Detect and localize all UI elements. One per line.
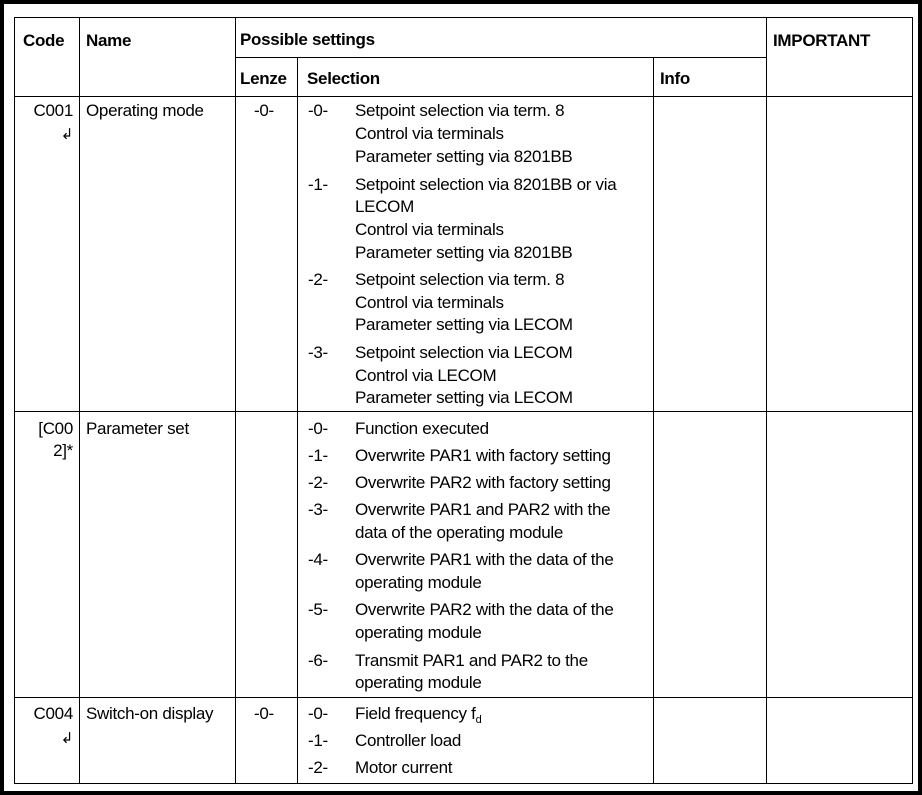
option-number: -1- bbox=[308, 175, 328, 194]
name-cell: Operating mode bbox=[86, 101, 204, 120]
option-number: -0- bbox=[308, 101, 328, 120]
option-text: data of the operating module bbox=[355, 523, 564, 542]
option-number: -3- bbox=[308, 500, 328, 519]
header-info: Info bbox=[660, 69, 690, 88]
col-divider-info bbox=[766, 17, 767, 784]
code-cell: C004 bbox=[33, 704, 73, 723]
lenze-cell: -0- bbox=[254, 704, 274, 723]
option-text: Setpoint selection via LECOM bbox=[355, 343, 573, 362]
table-right-border bbox=[912, 17, 913, 784]
option-text: Overwrite PAR2 with the data of the bbox=[355, 600, 614, 619]
option-number: -1- bbox=[308, 446, 328, 465]
enter-icon: ↲ bbox=[60, 730, 73, 747]
subscript: d bbox=[475, 714, 482, 726]
option-text: Parameter setting via 8201BB bbox=[355, 147, 573, 166]
col-divider-name bbox=[235, 17, 236, 784]
header-important: IMPORTANT bbox=[773, 31, 871, 50]
col-divider-lenze bbox=[297, 57, 298, 784]
option-text: Motor current bbox=[355, 758, 453, 777]
row-divider-2 bbox=[14, 697, 913, 698]
header-code: Code bbox=[23, 31, 65, 50]
option-text: Setpoint selection via term. 8 bbox=[355, 101, 565, 120]
table-top-border bbox=[14, 17, 913, 18]
option-text: Overwrite PAR1 with factory setting bbox=[355, 446, 611, 465]
col-divider-code bbox=[79, 17, 80, 784]
option-text: Overwrite PAR1 with the data of the bbox=[355, 550, 614, 569]
row-divider-1 bbox=[14, 411, 913, 412]
option-number: -1- bbox=[308, 731, 328, 750]
option-text: Field frequency $f_d$ bbox=[355, 704, 482, 726]
option-number: -5- bbox=[308, 600, 328, 619]
option-number: -4- bbox=[308, 550, 328, 569]
option-text: Parameter setting via LECOM bbox=[355, 388, 573, 407]
enter-icon: ↲ bbox=[60, 126, 73, 143]
option-number: -0- bbox=[308, 704, 328, 723]
option-number: -2- bbox=[308, 758, 328, 777]
option-text: Control via LECOM bbox=[355, 366, 497, 385]
option-text: Control via terminals bbox=[355, 293, 504, 312]
header-name: Name bbox=[86, 31, 132, 50]
option-text: Parameter setting via LECOM bbox=[355, 315, 573, 334]
option-text: Controller load bbox=[355, 731, 462, 750]
option-text: Setpoint selection via term. 8 bbox=[355, 270, 565, 289]
option-number: -0- bbox=[308, 419, 328, 438]
parameter-table bbox=[14, 17, 913, 785]
header-selection: Selection bbox=[307, 69, 380, 88]
header-possible-settings: Possible settings bbox=[240, 30, 375, 49]
option-text: Transmit PAR1 and PAR2 to the bbox=[355, 651, 588, 670]
option-text: operating module bbox=[355, 573, 482, 592]
header-lenze: Lenze bbox=[240, 69, 287, 88]
option-text: Overwrite PAR2 with factory setting bbox=[355, 473, 611, 492]
col-divider-selection bbox=[653, 57, 654, 784]
table-bottom-border bbox=[14, 783, 913, 784]
option-text: operating module bbox=[355, 673, 482, 692]
option-text: LECOM bbox=[355, 197, 414, 216]
option-text: Function executed bbox=[355, 419, 489, 438]
name-cell: Switch-on display bbox=[86, 704, 214, 723]
option-text: Parameter setting via 8201BB bbox=[355, 243, 573, 262]
header-bottom-border bbox=[14, 96, 913, 97]
header-subdivider bbox=[235, 57, 766, 58]
option-number: -3- bbox=[308, 343, 328, 362]
code-cell: C001 bbox=[33, 101, 73, 120]
table-left-border bbox=[14, 17, 15, 784]
document-page bbox=[4, 4, 918, 791]
option-text: Control via terminals bbox=[355, 124, 504, 143]
code-cell: [C00 bbox=[38, 419, 73, 438]
option-text: Control via terminals bbox=[355, 220, 504, 239]
name-cell: Parameter set bbox=[86, 419, 189, 438]
code-cell: 2]* bbox=[53, 441, 73, 460]
option-text: Overwrite PAR1 and PAR2 with the bbox=[355, 500, 611, 519]
option-text: Setpoint selection via 8201BB or via bbox=[355, 175, 617, 194]
option-number: -2- bbox=[308, 270, 328, 289]
option-text: operating module bbox=[355, 623, 482, 642]
option-number: -6- bbox=[308, 651, 328, 670]
lenze-cell: -0- bbox=[254, 101, 274, 120]
option-number: -2- bbox=[308, 473, 328, 492]
